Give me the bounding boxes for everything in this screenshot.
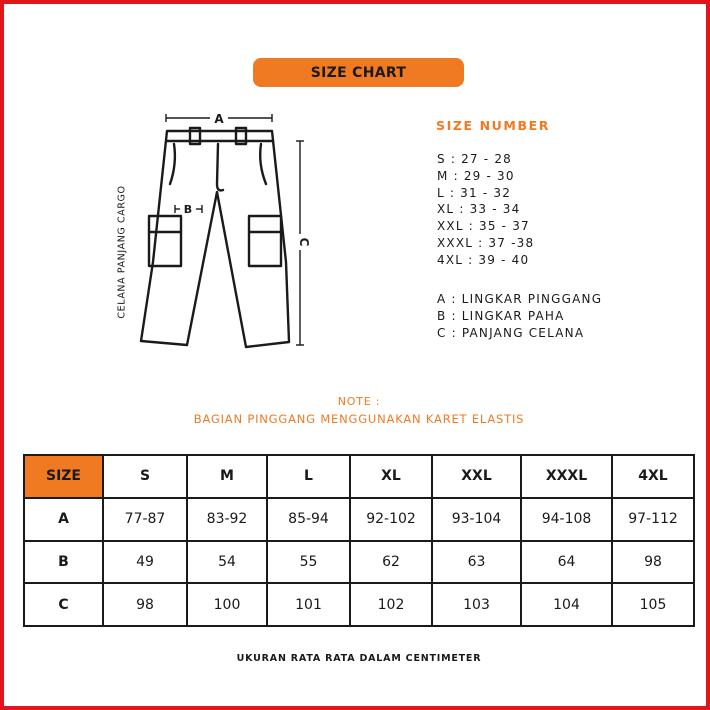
column-header: XL [350,455,432,498]
column-header: XXL [432,455,521,498]
legend-item: C : PANJANG CELANA [437,325,585,340]
table-cell: 92-102 [350,498,432,541]
size-number-item: XXL : 35 - 37 [437,219,530,234]
column-header: S [103,455,187,498]
size-number-title: SIZE NUMBER [436,118,550,133]
row-header: C [24,583,103,626]
table-cell: 62 [350,541,432,584]
column-header: M [187,455,267,498]
table-cell: 102 [350,583,432,626]
table-row [24,541,694,584]
row-header: A [24,498,103,541]
cargo-pants-illustration [112,104,312,354]
table-cell: 64 [521,541,612,584]
table-cell: 98 [612,541,694,584]
size-number-item: 4XL : 39 - 40 [437,252,530,267]
size-number-item: L : 31 - 32 [437,185,512,200]
table-cell: 55 [267,541,350,584]
column-header: L [267,455,350,498]
size-table [23,454,695,627]
note-text: BAGIAN PINGGANG MENGGUNAKAN KARET ELASTIS [193,412,525,426]
table-cell: 97-112 [612,498,694,541]
pants-type-label: CELANA PANJANG CARGO [116,185,128,319]
note-title: NOTE : [337,395,381,408]
table-cell: 63 [432,541,521,584]
table-cell: 103 [432,583,521,626]
table-header-row [24,455,694,498]
size-number-item: XL : 33 - 34 [437,202,521,217]
size-number-item: XXXL : 37 -38 [437,235,535,250]
legend-item: A : LINGKAR PINGGANG [437,292,603,306]
size-number-list [437,151,534,269]
table-cell: 49 [103,541,187,584]
table-cell: 85-94 [267,498,350,541]
column-header: XXXL [521,455,612,498]
table-cell: 105 [612,583,694,626]
legend-item: B : LINGKAR PAHA [437,308,565,323]
table-cell: 100 [187,583,267,626]
row-header: B [24,541,103,584]
table-cell: 54 [187,541,267,584]
table-cell: 94-108 [521,498,612,541]
label-a: A [214,112,224,126]
label-c: C [297,237,311,247]
table-cell: 101 [267,583,350,626]
pants-outline [141,131,289,347]
table-row [24,498,694,541]
label-b: B [183,203,193,216]
table-cell: 104 [521,583,612,626]
table-cell: 77-87 [103,498,187,541]
size-chart-title: SIZE CHART [253,58,464,87]
measurement-legend [437,291,602,341]
table-cell: 98 [103,583,187,626]
table-corner-size: SIZE [24,455,103,498]
table-cell: 93-104 [432,498,521,541]
column-header: 4XL [612,455,694,498]
table-cell: 83-92 [187,498,267,541]
size-number-item: S : 27 - 28 [437,152,512,166]
footer-note: UKURAN RATA RATA DALAM CENTIMETER [236,653,482,664]
table-row [24,583,694,626]
size-number-item: M : 29 - 30 [437,168,515,183]
